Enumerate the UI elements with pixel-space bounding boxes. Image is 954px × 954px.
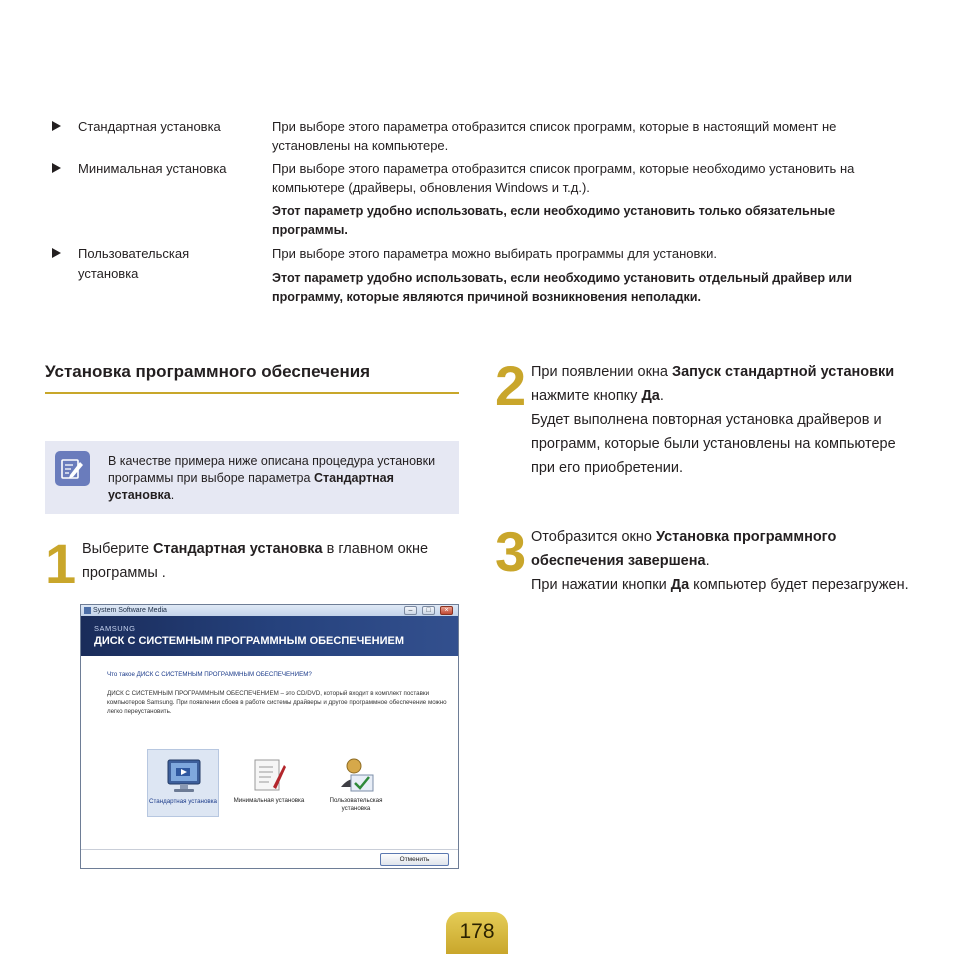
step-number-3: 3 [495, 520, 527, 583]
step-1-text-c: в главном окне программы . [82, 541, 429, 581]
document-pen-icon [251, 757, 287, 795]
option-label: Пользовательская установка [78, 246, 190, 281]
option-label: Минимальная установка [78, 161, 227, 176]
step-2-text-b: Запуск стандартной установки [672, 364, 895, 380]
option-term [52, 159, 262, 178]
step-number-1: 1 [45, 532, 77, 595]
step-3-text-d: При нажатии кнопки [531, 577, 671, 593]
section-divider [45, 392, 459, 394]
window-body-text: ДИСК С СИСТЕМНЫМ ПРОГРАММНЫМ ОБЕСПЕЧЕНИЕМ – это CD/DVD, который входит в комплект поставки компьютеров Samsung. При появлении сбоев в работе системы драйверы и другое программное обеспечение можно легко переустановить. [107, 690, 447, 715]
option-term [52, 244, 262, 284]
section-title: Установка программного обеспечения [45, 362, 371, 381]
note-text-end: . [170, 488, 175, 502]
option-note-text: Этот параметр удобно использовать, если необходимо установить только обязательные программы. [272, 204, 836, 237]
note-text-bold: Стандартная установка [108, 471, 394, 502]
step-2-text-f: Будет выполнена повторная установка драйверов и программ, которые были установлены на компьютере при его приобретении. [531, 412, 896, 476]
custom-install-label: Пользовательская установка [329, 797, 383, 812]
bullet-triangle-icon [52, 163, 61, 173]
note-pencil-icon [55, 451, 90, 486]
step-2-text [531, 360, 913, 480]
app-icon [84, 607, 91, 614]
step-2-text-c: нажмите кнопку [531, 388, 642, 404]
step-2-text-e: . [659, 388, 664, 404]
option-description [272, 117, 912, 160]
step-1-text-a: Выберите [82, 541, 154, 557]
option-term [52, 117, 262, 136]
step-3-text-b: Установка программного обеспечения завершена [531, 529, 837, 569]
window-banner [81, 616, 458, 656]
step-1-text [82, 537, 452, 585]
bullet-triangle-icon [52, 248, 61, 258]
minimal-install-option[interactable] [233, 749, 305, 817]
option-description [272, 244, 912, 312]
brand-logo: SAMSUNG [94, 624, 136, 633]
step-3-text-e: Да [670, 577, 690, 593]
note-box [45, 441, 459, 514]
minimize-icon[interactable]: – [404, 606, 417, 615]
maximize-icon[interactable]: □ [422, 606, 435, 615]
standard-install-label: Стандартная установка [149, 798, 217, 805]
step-3-text [531, 525, 913, 597]
page-number-tab [446, 912, 508, 954]
window-separator [81, 849, 458, 850]
option-desc-text: При выборе этого параметра отобразится список программ, которые необходимо установить на компьютере (драйверы, обновления Windows и т.д.). [272, 161, 855, 195]
close-icon[interactable]: × [440, 606, 453, 615]
cancel-button[interactable]: Отменить [380, 853, 449, 866]
user-check-icon [338, 757, 374, 795]
note-text [108, 453, 453, 504]
step-2-text-a: При появлении окна [531, 364, 673, 380]
step-3-text-c: . [705, 553, 710, 569]
note-text-main: В качестве примера ниже описана процедура установки программы при выборе параметра [108, 454, 436, 485]
option-description [272, 159, 912, 245]
monitor-icon [166, 758, 202, 796]
window-question: Что такое ДИСК С СИСТЕМНЫМ ПРОГРАММНЫМ ОБЕСПЕЧЕНИЕМ? [107, 671, 312, 678]
step-3-text-a: Отобразится окно [531, 529, 656, 545]
step-2-text-d: Да [641, 388, 660, 404]
bullet-triangle-icon [52, 121, 61, 131]
option-desc-text: При выборе этого параметра можно выбирать программы для установки. [272, 246, 717, 261]
option-desc-text: При выборе этого параметра отобразится список программ, которые в настоящий момент не установлены на компьютере. [272, 119, 837, 153]
step-1-text-b: Стандартная установка [153, 541, 323, 557]
option-label: Стандартная установка [78, 119, 221, 134]
step-3-text-f: компьютер будет перезагружен. [689, 577, 909, 593]
window-titlebar [81, 605, 458, 616]
window-title: System Software Media [93, 607, 167, 614]
option-note-text: Этот параметр удобно использовать, если необходимо установить отдельный драйвер или программу, которые являются причиной возникновения неполадки. [272, 271, 852, 304]
standard-install-option[interactable] [147, 749, 219, 817]
custom-install-option[interactable] [320, 749, 392, 817]
minimal-install-label: Минимальная установка [233, 797, 305, 804]
page-number: 178 [459, 920, 495, 943]
software-media-window [80, 604, 459, 869]
step-number-2: 2 [495, 354, 527, 417]
banner-title: ДИСК С СИСТЕМНЫМ ПРОГРАММНЫМ ОБЕСПЕЧЕНИЕМ [94, 635, 404, 647]
